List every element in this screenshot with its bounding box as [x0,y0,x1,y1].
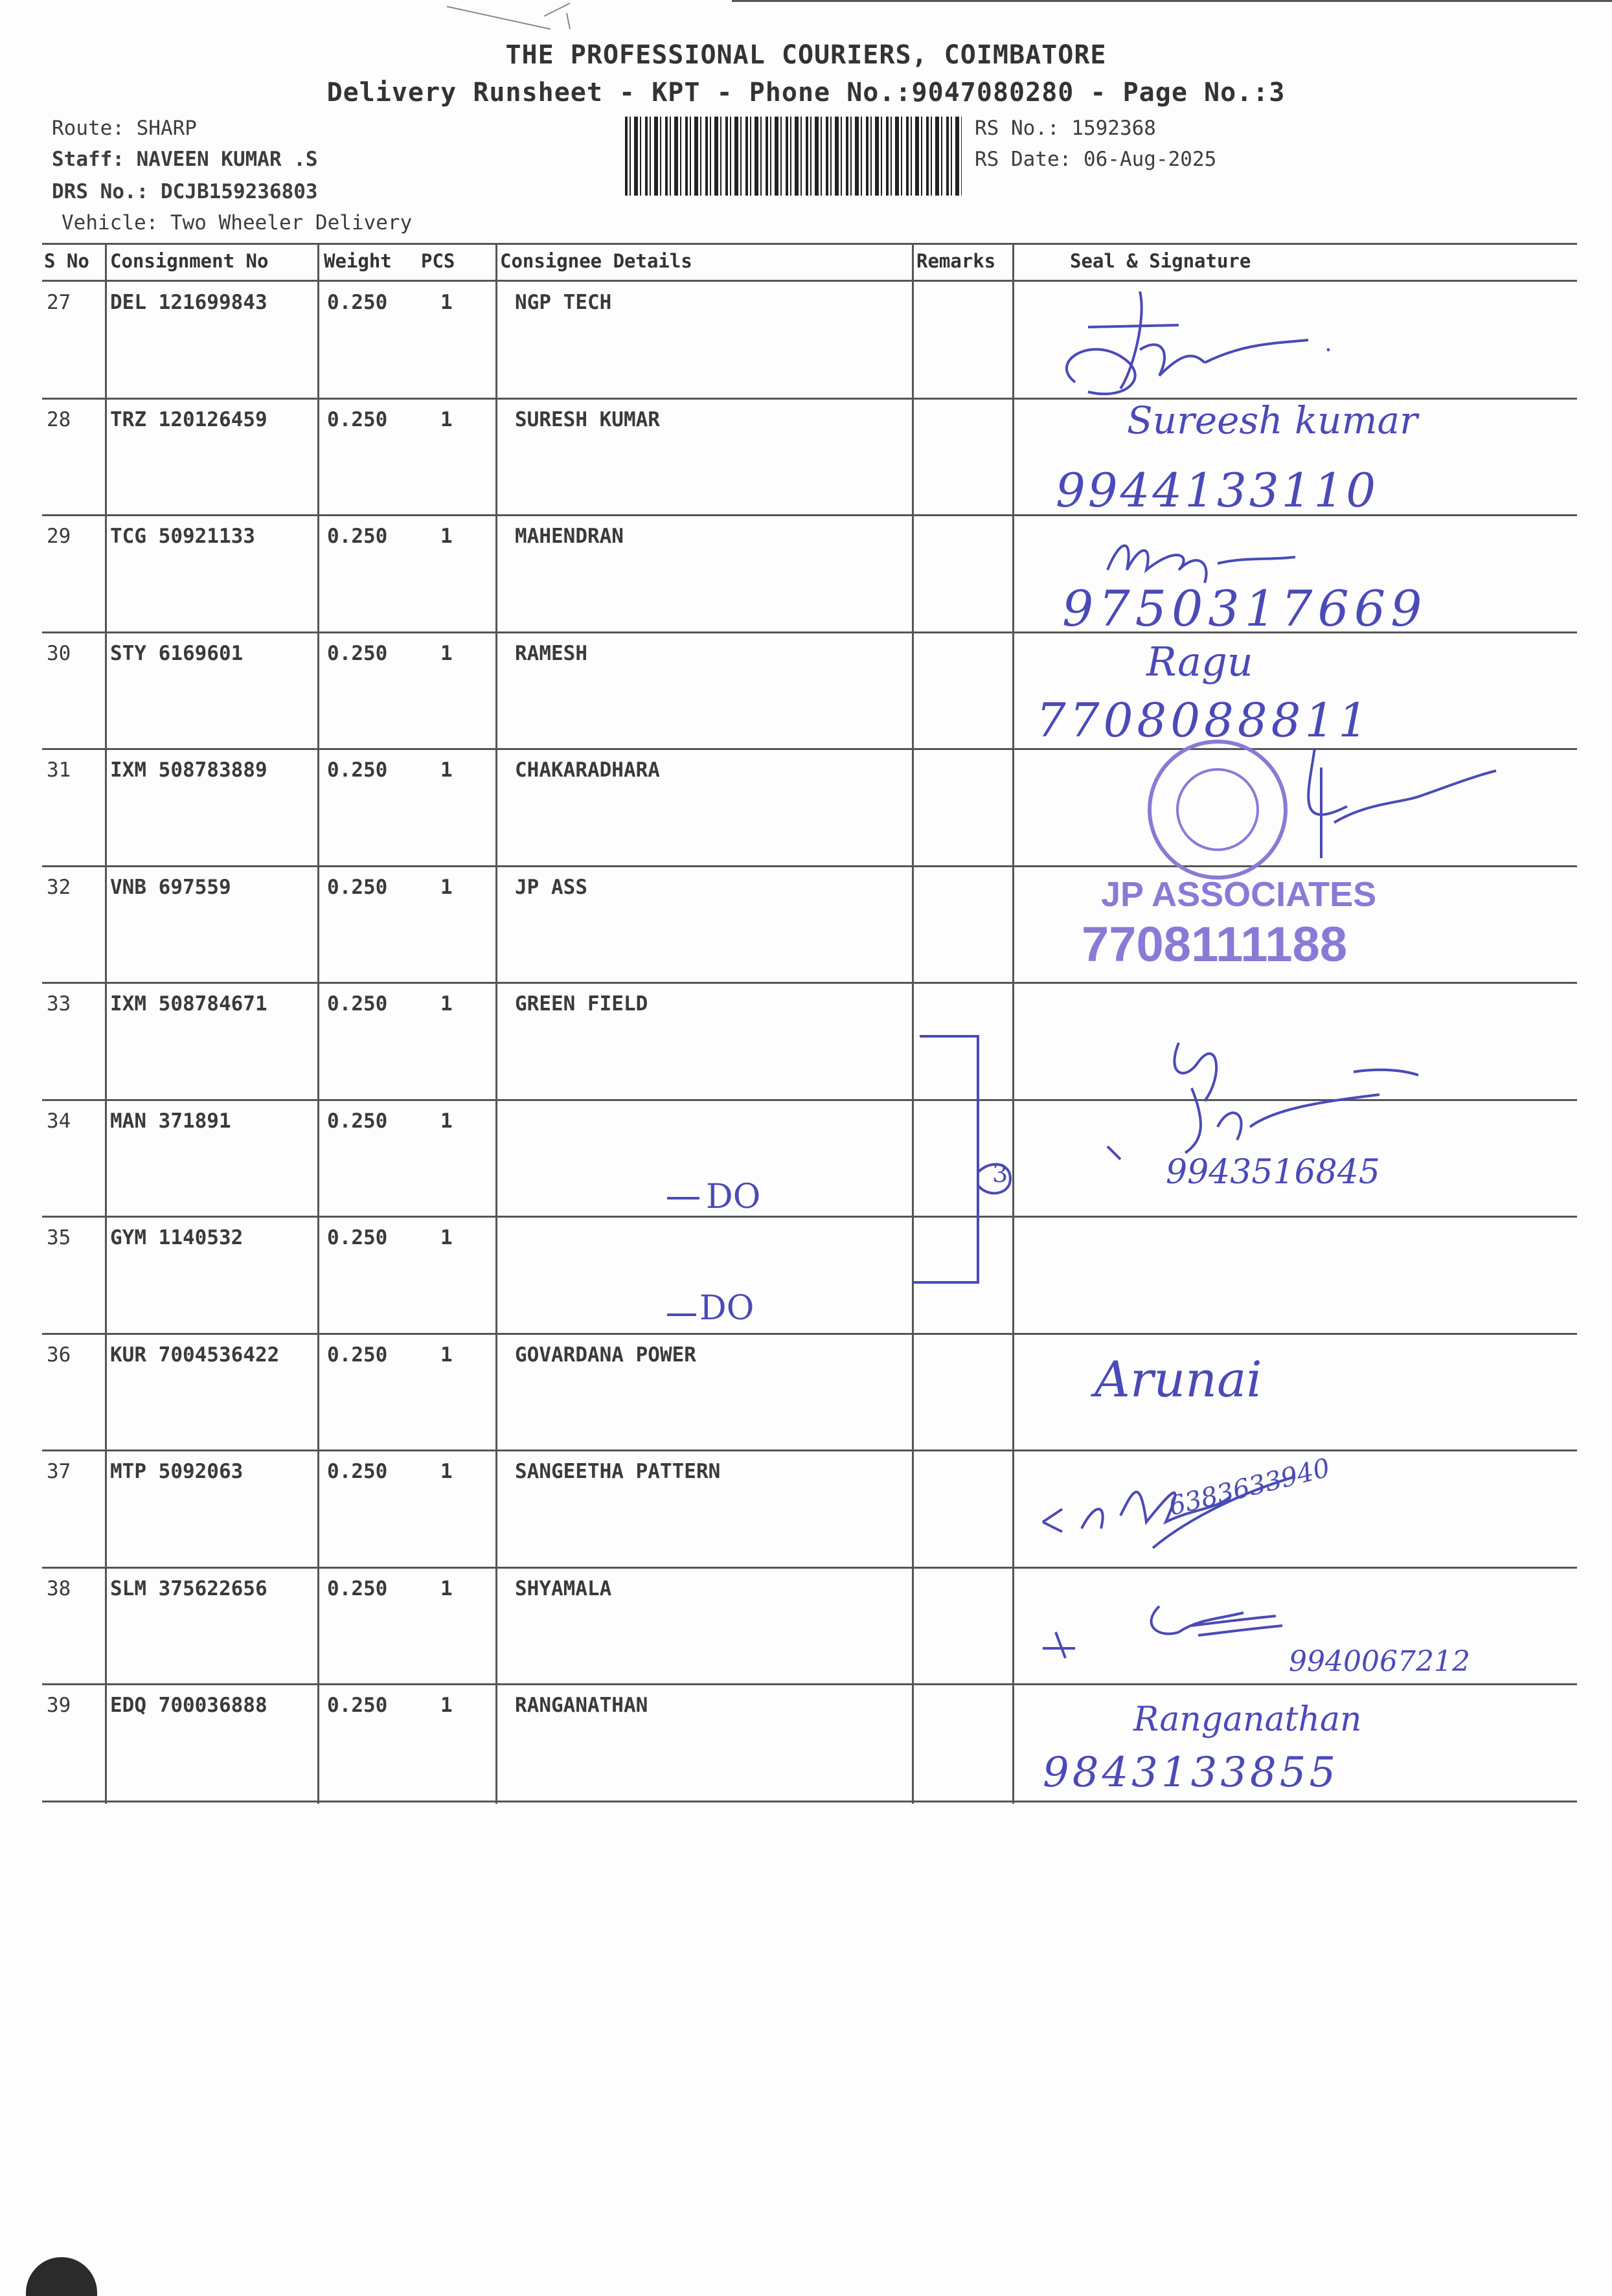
cell-consignee: JP ASS [515,875,587,899]
handwritten-name-30: Ragu [1146,638,1253,685]
cell-consignment: EDQ 700036888 [110,1694,267,1717]
col-divider [495,243,497,1804]
col-consignment: Consignment No [110,250,269,272]
cell-consignee: SANGEETHA PATTERN [515,1460,721,1483]
col-remarks: Remarks [916,250,996,272]
handwritten-phone-34: 9943516845 [1166,1153,1380,1192]
company-seal [1127,729,1360,897]
col-divider [105,243,107,1804]
cell-consignee: SHYAMALA [515,1576,612,1600]
cell-weight: 0.250 [327,641,388,665]
cell-consignee: GOVARDANA POWER [515,1343,696,1367]
cell-consignee: MAHENDRAN [515,525,624,548]
cell-sno: 27 [47,291,71,314]
cell-sno: 31 [47,758,71,782]
row-divider [42,1801,1577,1802]
cell-sno: 36 [47,1343,71,1367]
cell-pcs: 1 [440,1460,453,1483]
cell-consignee: SURESH KUMAR [515,407,660,431]
cell-consignee: NGP TECH [515,291,612,314]
rs-date: RS Date: 06-Aug-2025 [975,148,1217,171]
cell-weight: 0.250 [327,1343,388,1367]
handwritten-phone-39: 9843133855 [1043,1749,1339,1797]
signature-row-31 [1328,764,1509,835]
cell-consignment: STY 6169601 [110,641,244,665]
cell-sno: 32 [47,875,71,899]
handwritten-name-28: Sureesh kumar [1127,398,1418,442]
handwritten-name-39: Ranganathan [1133,1700,1362,1739]
cell-consignee: GREEN FIELD [515,992,648,1016]
cell-consignment: VNB 697559 [110,875,231,899]
cell-consignee: RANGANATHAN [515,1694,648,1717]
cell-consignment: TRZ 120126459 [110,407,267,431]
handwritten-phone-28: 9944133110 [1056,463,1379,517]
row-divider [42,1683,1577,1685]
cell-weight: 0.250 [327,1576,388,1600]
col-consignee: Consignee Details [500,250,692,272]
cell-pcs: 1 [440,758,453,782]
cell-sno: 35 [47,1226,71,1249]
cell-pcs: 1 [440,641,453,665]
handwritten-phone-29: 9750317669 [1062,580,1427,637]
do-mark-35: DO [699,1289,755,1328]
cell-consignment: DEL 121699843 [110,291,267,314]
ink-blot [26,2257,97,2296]
cell-consignment: TCG 50921133 [110,525,255,548]
row-divider [42,1216,1577,1218]
col-divider [317,243,319,1804]
cell-consignment: MAN 371891 [110,1109,231,1133]
cell-sno: 33 [47,992,71,1016]
cell-weight: 0.250 [327,758,388,782]
cell-consignment: IXM 508783889 [110,758,267,782]
circled-number: 3 [992,1159,1008,1188]
cell-sno: 30 [47,641,71,665]
staff-label: Staff: NAVEEN KUMAR .S [52,148,318,171]
cell-weight: 0.250 [327,1460,388,1483]
drs-label: DRS No.: DCJB159236803 [52,180,318,203]
col-weight: Weight [324,250,392,272]
cell-pcs: 1 [440,291,453,314]
cell-pcs: 1 [440,992,453,1016]
cell-consignment: SLM 375622656 [110,1576,267,1600]
row-divider [42,1333,1577,1335]
barcode [625,117,962,196]
cell-consignee: RAMESH [515,641,587,665]
cell-pcs: 1 [440,1694,453,1717]
stamp-company-name: JP ASSOCIATES [1101,875,1377,914]
col-pcs: PCS [421,250,455,272]
cell-weight: 0.250 [327,525,388,548]
cell-pcs: 1 [440,875,453,899]
cell-consignment: IXM 508784671 [110,992,267,1016]
cell-sno: 29 [47,525,71,548]
cell-pcs: 1 [440,1109,453,1133]
stamp-phone: 7708111188 [1082,917,1348,972]
rs-no: RS No.: 1592368 [975,117,1156,140]
cell-sno: 34 [47,1109,71,1133]
company-title: THE PROFESSIONAL COURIERS, COIMBATORE [505,40,1107,70]
do-mark-34: DO [706,1177,761,1216]
vehicle-label: Vehicle: Two Wheeler Delivery [62,211,413,234]
signature-row-27 [1049,278,1386,408]
handwritten-phone-37: 6383633940 [1166,1453,1334,1522]
cell-pcs: 1 [440,1226,453,1249]
remarks-bracket [907,1023,1062,1295]
row-divider [42,982,1577,984]
cell-sno: 39 [47,1694,71,1717]
route-label: Route: SHARP [52,117,197,140]
pen-mark [440,0,596,39]
handwritten-name-36: Arunai [1095,1350,1262,1408]
runsheet-subtitle: Delivery Runsheet - KPT - Phone No.:9047080280 - Page No.:3 [326,78,1286,108]
cell-consignment: GYM 1140532 [110,1226,244,1249]
table-top-rule [42,243,1577,245]
cell-sno: 37 [47,1460,71,1483]
handwritten-phone-38: 9940067212 [1289,1645,1470,1678]
cell-weight: 0.250 [327,407,388,431]
col-seal: Seal & Signature [1070,250,1251,272]
cell-weight: 0.250 [327,1226,388,1249]
cell-pcs: 1 [440,525,453,548]
cell-consignment: MTP 5092063 [110,1460,244,1483]
top-border [732,0,1612,2]
handwritten-phone-30: 7708088811 [1036,693,1372,747]
cell-weight: 0.250 [327,291,388,314]
cell-weight: 0.250 [327,1109,388,1133]
cell-consignee: CHAKARADHARA [515,758,660,782]
cell-weight: 0.250 [327,1694,388,1717]
cell-pcs: 1 [440,1576,453,1600]
cell-pcs: 1 [440,407,453,431]
cell-sno: 38 [47,1576,71,1600]
col-sno: S No [44,250,89,272]
cell-pcs: 1 [440,1343,453,1367]
cell-sno: 28 [47,407,71,431]
cell-weight: 0.250 [327,875,388,899]
cell-consignment: KUR 7004536422 [110,1343,280,1367]
cell-weight: 0.250 [327,992,388,1016]
